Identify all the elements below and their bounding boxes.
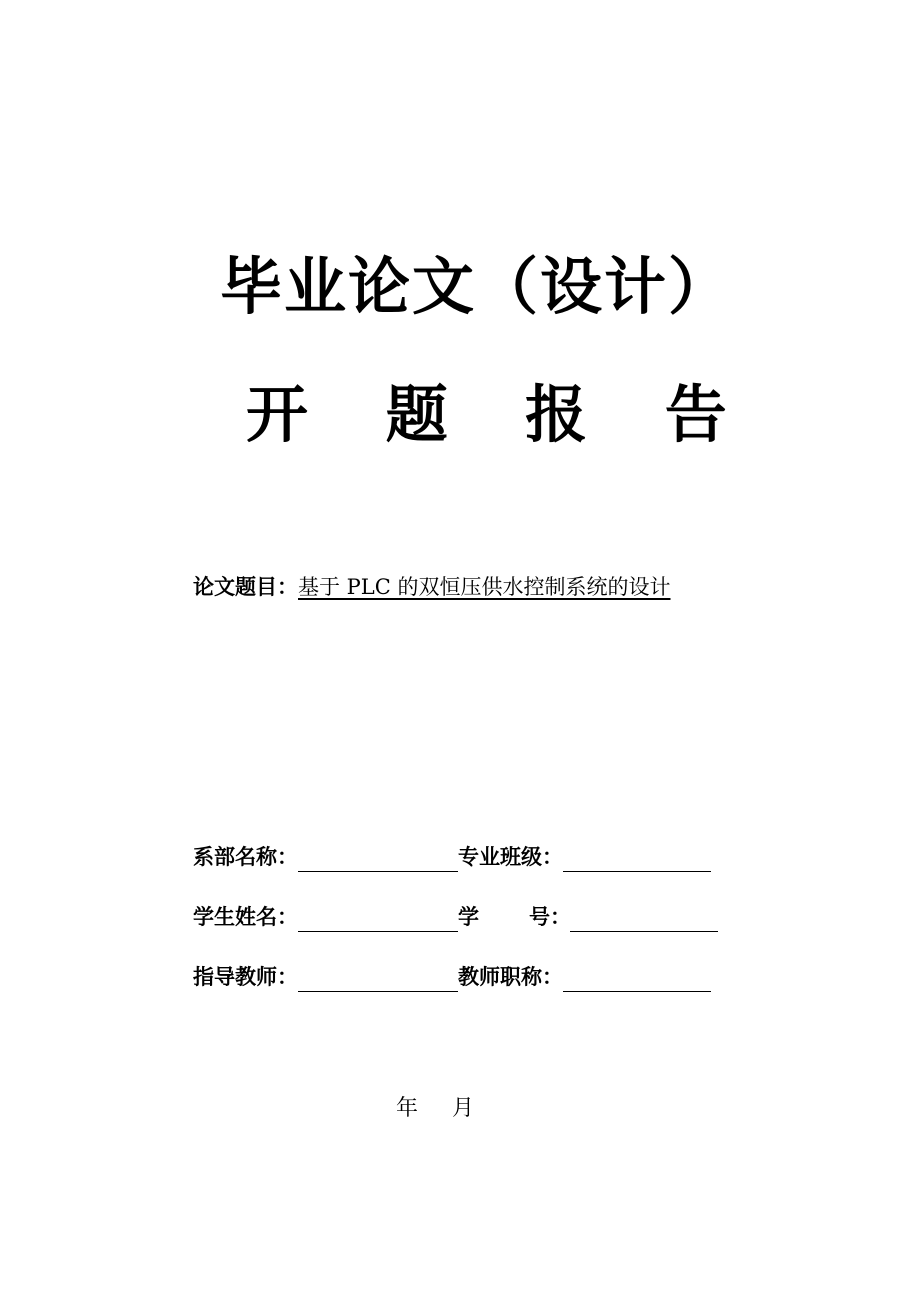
- advisor-field[interactable]: [298, 967, 458, 992]
- student-row: [193, 902, 718, 932]
- thesis-title-row: [193, 572, 671, 602]
- document-title: 毕业论文（设计）: [220, 250, 733, 323]
- student-name-field[interactable]: [298, 907, 458, 932]
- department-field[interactable]: [298, 847, 458, 872]
- department-row: [193, 842, 711, 872]
- student-id-label-part2: 号：: [529, 905, 571, 929]
- date-year: 年: [396, 1096, 419, 1121]
- student-id-field[interactable]: [570, 907, 718, 932]
- major-class-field[interactable]: [563, 847, 711, 872]
- major-class-label: 专业班级：: [458, 845, 563, 869]
- department-label: 系部名称：: [193, 845, 298, 869]
- document-subtitle: 开 题 报 告: [246, 378, 755, 451]
- advisor-row: [193, 962, 711, 992]
- student-id-label: [458, 902, 570, 932]
- advisor-label: 指导教师：: [193, 965, 298, 989]
- date-row: [396, 1094, 474, 1124]
- student-name-label: 学生姓名：: [193, 905, 298, 929]
- student-id-label-part1: 学: [458, 905, 479, 929]
- thesis-title-label: 论文题目：: [193, 575, 298, 599]
- date-month: 月: [452, 1096, 475, 1121]
- advisor-title-label: 教师职称：: [458, 965, 563, 989]
- thesis-title-value: 基于 PLC 的双恒压供水控制系统的设计: [298, 575, 671, 599]
- advisor-title-field[interactable]: [563, 967, 711, 992]
